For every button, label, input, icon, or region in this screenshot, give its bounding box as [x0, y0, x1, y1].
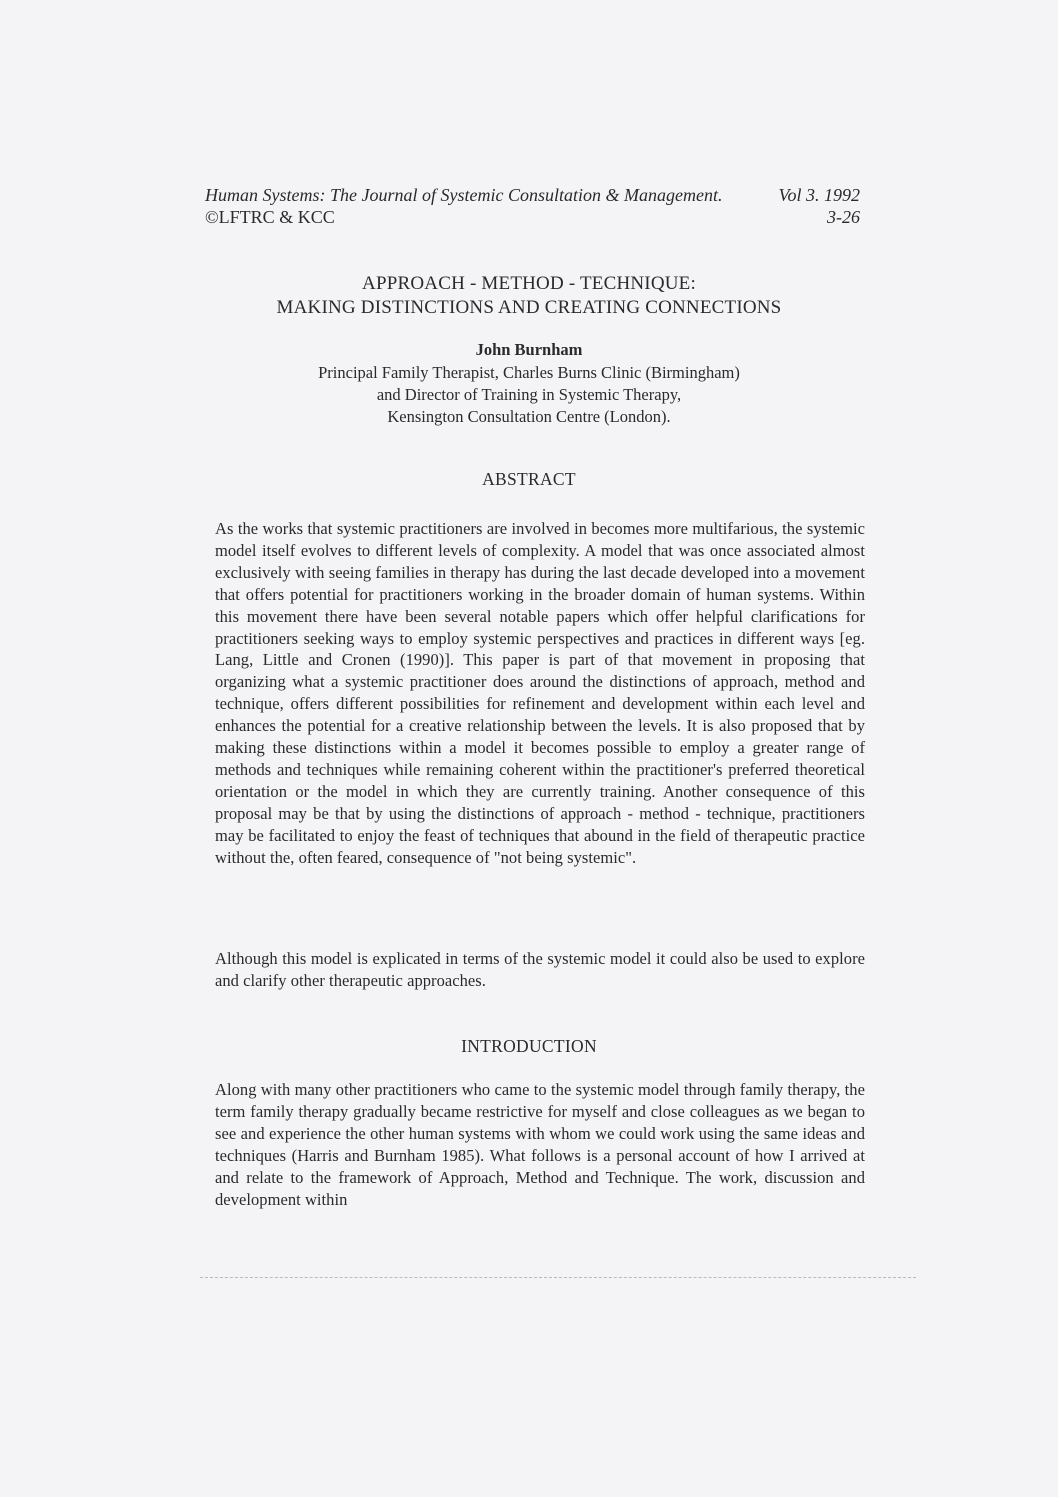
journal-volume: Vol 3. 1992 [778, 185, 860, 205]
abstract-paragraph: As the works that systemic practitioners are involved in becomes more multifarious, the systemic model itself evolves to different levels of complexity. A model that was once associated almost exclusively with seeing families in therapy has during the last decade developed into a movement that offers potential for practitioners working in the broader domain of human systems. Within this movement there have been several notable papers which offer helpful clarifications for practitioners seeking ways to employ systemic perspectives and practices in different ways [eg. Lang, Little and Cronen (1990)]. This paper is part of that movement in proposing that organizing what a systemic practitioner does around the distinctions of approach, method and technique, offers different possibilities for refinement and development within each level and enhances the potential for a creative relationship between the levels. It is also proposed that by making these distinctions within a model it becomes possible to employ a greater range of methods and techniques while remaining coherent within the practitioner's preferred theoretical orientation or the model in which they are currently training. Another consequence of this proposal may be that by using the distinctions of approach - method - technique, practitioners may be facilitated to enjoy the feast of techniques that abound in the field of therapeutic practice without the, often feared, consequence of "not being systemic". [215, 519, 865, 867]
introduction-heading: INTRODUCTION [461, 1036, 597, 1056]
copyright-line [205, 206, 860, 228]
introduction-paragraph: Along with many other practitioners who came to the systemic model through family therapy, the term family therapy gradually became restrictive for myself and close colleagues as we began to see and experience the other human systems with whom we could work using the same ideas and techniques (Harris and Burnham 1985). What follows is a personal account of how I arrived at and relate to the framework of Approach, Method and Technique. The work, discussion and development within [215, 1080, 865, 1209]
author-name: John Burnham [475, 340, 583, 359]
copyright: ©LFTRC & KCC [205, 207, 335, 227]
page-range: 3-26 [827, 207, 860, 227]
affiliation-line: and Director of Training in Systemic Therapy, [376, 385, 682, 404]
paper-title-line1: APPROACH - METHOD - TECHNIQUE: [362, 273, 696, 294]
scan-artifact-line [200, 1277, 916, 1278]
affiliation-line: Principal Family Therapist, Charles Burns Clinic (Birmingham) [318, 363, 740, 382]
journal-title: Human Systems: The Journal of Systemic Consultation & Management. [205, 185, 723, 205]
affiliation-line: Kensington Consultation Centre (London). [387, 407, 671, 426]
abstract-heading: ABSTRACT [482, 469, 576, 489]
journal-header [205, 184, 860, 206]
abstract-note-paragraph: Although this model is explicated in terms of the systemic model it could also be used to explore and clarify other therapeutic approaches. [215, 949, 865, 990]
paper-title-line2: MAKING DISTINCTIONS AND CREATING CONNECTIONS [276, 297, 782, 318]
